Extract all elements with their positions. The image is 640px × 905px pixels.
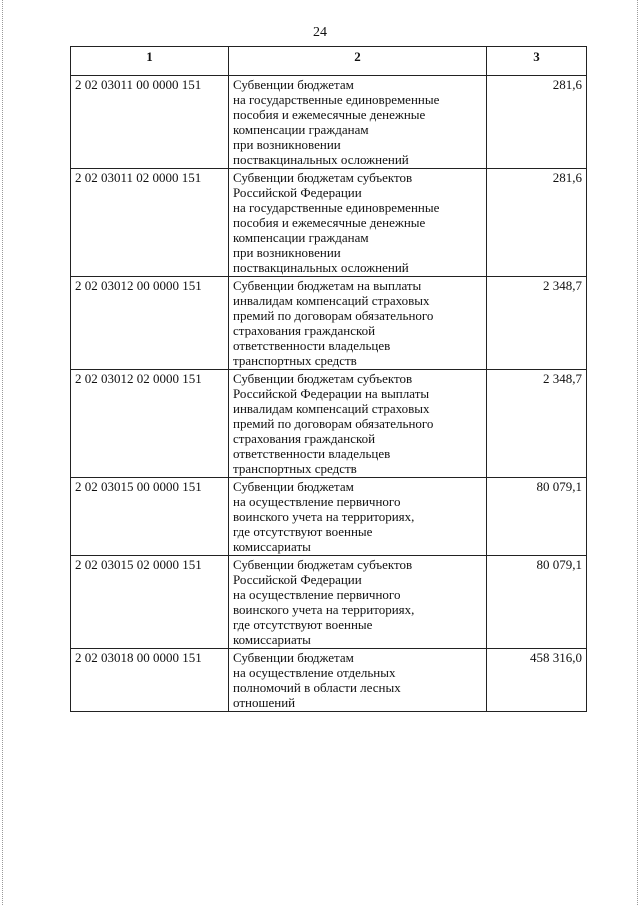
description-line: Российской Федерации (233, 572, 362, 587)
description-line: комиссариаты (233, 539, 311, 554)
description-line: ответственности владельцев (233, 446, 391, 461)
description-line: на государственные единовременные (233, 92, 440, 107)
budget-code-cell: 2 02 03011 02 0000 151 (71, 169, 229, 277)
table-row (71, 76, 587, 169)
budget-table (70, 46, 587, 712)
table-row (71, 169, 587, 277)
description-line: премий по договорам обязательного (233, 416, 434, 431)
table-body (71, 76, 587, 712)
description-line: где отсутствуют военные (233, 524, 373, 539)
description-line: инвалидам компенсаций страховых (233, 293, 430, 308)
description-line: страхования гражданской (233, 431, 376, 446)
description-line: транспортных средств (233, 353, 357, 368)
table-row (71, 277, 587, 370)
description-line: Субвенции бюджетам субъектов (233, 557, 413, 572)
description-line: воинского учета на территориях, (233, 509, 415, 524)
description-line: премий по договорам обязательного (233, 308, 434, 323)
description-line: Субвенции бюджетам субъектов (233, 170, 413, 185)
description-line: полномочий в области лесных (233, 680, 401, 695)
page-left-edge (2, 0, 5, 905)
description-cell (229, 76, 487, 169)
budget-code-cell: 2 02 03011 00 0000 151 (71, 76, 229, 169)
budget-code-cell: 2 02 03015 00 0000 151 (71, 478, 229, 556)
description-line: пособия и ежемесячные денежные (233, 107, 426, 122)
description-line: на государственные единовременные (233, 200, 440, 215)
description-line: Субвенции бюджетам (233, 650, 354, 665)
description-line: Российской Федерации на выплаты (233, 386, 430, 401)
description-line: Субвенции бюджетам (233, 77, 354, 92)
amount-cell: 281,6 (487, 76, 587, 169)
description-line: на осуществление первичного (233, 587, 401, 602)
description-cell (229, 556, 487, 649)
column-header-1: 1 (71, 47, 229, 76)
amount-cell: 80 079,1 (487, 556, 587, 649)
description-line: транспортных средств (233, 461, 357, 476)
description-cell (229, 370, 487, 478)
description-cell (229, 478, 487, 556)
description-line: на осуществление первичного (233, 494, 401, 509)
description-cell (229, 277, 487, 370)
description-line: где отсутствуют военные (233, 617, 373, 632)
budget-code-cell: 2 02 03018 00 0000 151 (71, 649, 229, 712)
table-row (71, 478, 587, 556)
column-header-3: 3 (487, 47, 587, 76)
description-line: поствакцинальных осложнений (233, 260, 409, 275)
description-line: компенсации гражданам (233, 230, 369, 245)
description-line: воинского учета на территориях, (233, 602, 415, 617)
page-right-edge (635, 0, 638, 905)
amount-cell: 2 348,7 (487, 370, 587, 478)
description-line: ответственности владельцев (233, 338, 391, 353)
table-header-row (71, 47, 587, 76)
description-line: Субвенции бюджетам субъектов (233, 371, 413, 386)
page-number: 24 (313, 25, 327, 40)
description-cell (229, 169, 487, 277)
description-line: поствакцинальных осложнений (233, 152, 409, 167)
table-row (71, 556, 587, 649)
amount-cell: 80 079,1 (487, 478, 587, 556)
amount-cell: 2 348,7 (487, 277, 587, 370)
description-cell (229, 649, 487, 712)
description-line: комиссариаты (233, 632, 311, 647)
description-line: отношений (233, 695, 296, 710)
budget-code-cell: 2 02 03012 02 0000 151 (71, 370, 229, 478)
column-header-2: 2 (229, 47, 487, 76)
description-line: пособия и ежемесячные денежные (233, 215, 426, 230)
table-row (71, 370, 587, 478)
description-line: Субвенции бюджетам на выплаты (233, 278, 422, 293)
budget-code-cell: 2 02 03012 00 0000 151 (71, 277, 229, 370)
description-line: инвалидам компенсаций страховых (233, 401, 430, 416)
amount-cell: 281,6 (487, 169, 587, 277)
description-line: на осуществление отдельных (233, 665, 396, 680)
description-line: Российской Федерации (233, 185, 362, 200)
description-line: компенсации гражданам (233, 122, 369, 137)
description-line: при возникновении (233, 137, 341, 152)
amount-cell: 458 316,0 (487, 649, 587, 712)
table-row (71, 649, 587, 712)
budget-code-cell: 2 02 03015 02 0000 151 (71, 556, 229, 649)
description-line: Субвенции бюджетам (233, 479, 354, 494)
description-line: страхования гражданской (233, 323, 376, 338)
description-line: при возникновении (233, 245, 341, 260)
